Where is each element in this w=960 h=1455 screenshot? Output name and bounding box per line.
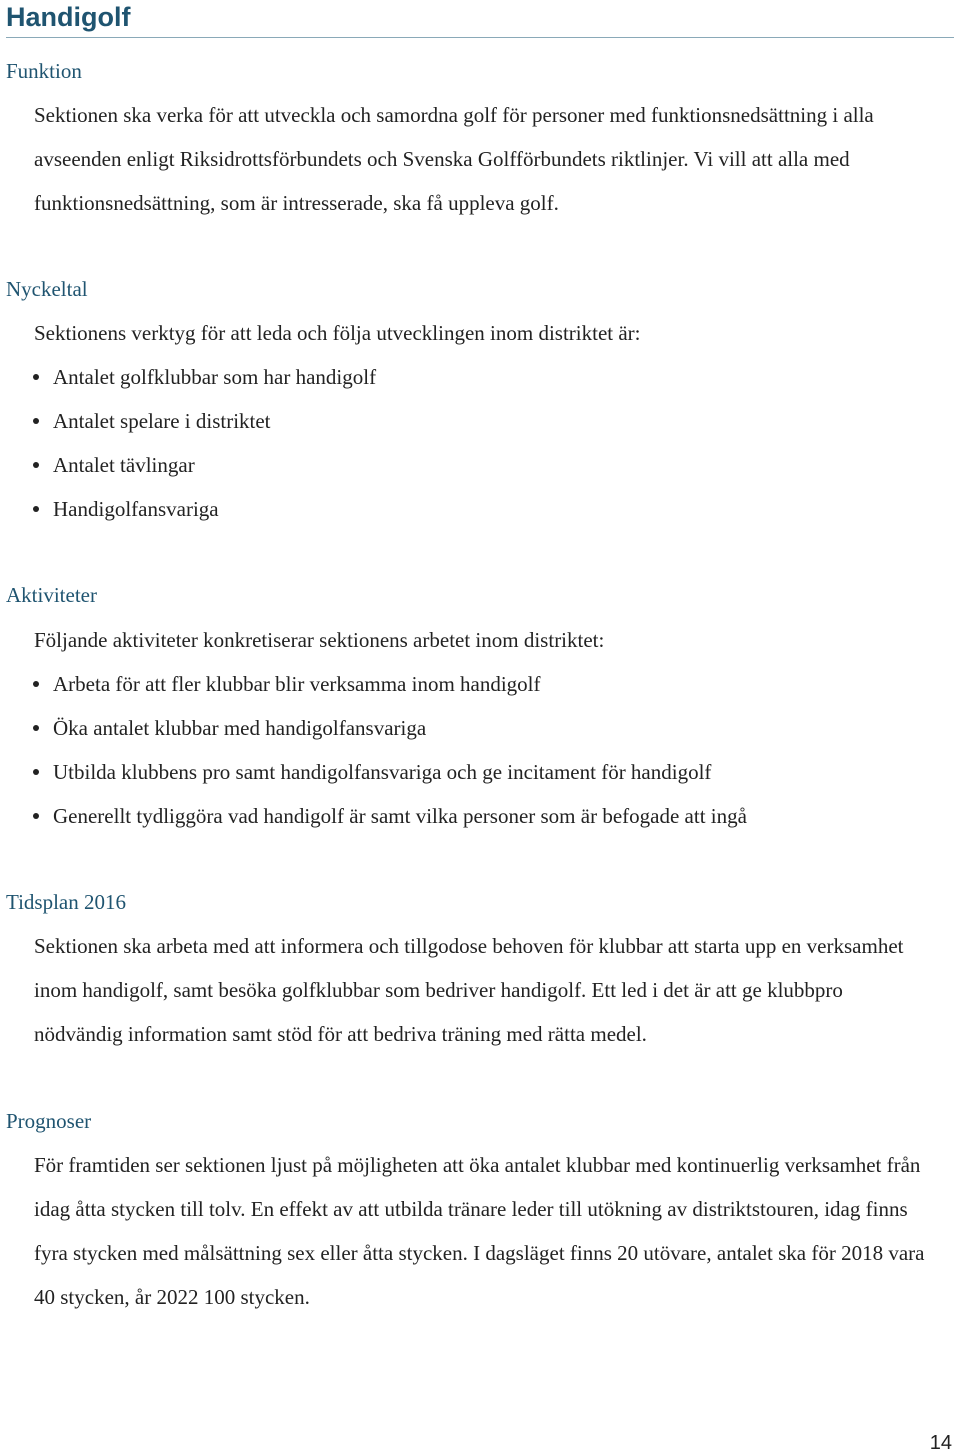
page-number: 14 [929, 1432, 952, 1454]
funktion-heading: Funktion [6, 59, 82, 83]
title-divider [6, 37, 954, 38]
list-item [0, 443, 376, 487]
list-item [0, 355, 376, 399]
list-item-text: Arbeta för att fler klubbar blir verksamma inom handigolf [53, 672, 541, 696]
tidsplan-heading: Tidsplan 2016 [6, 890, 127, 914]
aktiviteter-heading: Aktiviteter [6, 583, 97, 607]
prognoser-heading: Prognoser [6, 1109, 92, 1133]
bullet-icon [33, 418, 39, 424]
list-item-text: Öka antalet klubbar med handigolfansvariga [53, 716, 427, 740]
aktiviteter-list [0, 662, 747, 838]
nyckeltal-list [0, 355, 376, 531]
page-title: Handigolf [6, 2, 131, 32]
list-item-text: Antalet spelare i distriktet [53, 409, 271, 433]
list-item [0, 750, 747, 794]
nyckeltal-intro: Sektionens verktyg för att leda och följa utvecklingen inom distriktet är: [34, 321, 641, 345]
nyckeltal-heading: Nyckeltal [6, 277, 88, 301]
list-item-text: Generellt tydliggöra vad handigolf är samt vilka personer som är befogade att ingå [53, 804, 747, 828]
list-item-text: Handigolfansvariga [53, 497, 219, 521]
bullet-icon [33, 462, 39, 468]
bullet-icon [33, 374, 39, 380]
bullet-icon [33, 681, 39, 687]
list-item [0, 706, 747, 750]
list-item [0, 662, 747, 706]
list-item-text: Antalet tävlingar [53, 453, 195, 477]
funktion-paragraph: Sektionen ska verka för att utveckla och samordna golf för personer med funktionsnedsättning i alla avseenden enligt Riksidrottsförbundets och Svenska Golfförbundets riktlinjer. Vi vill att alla med funktionsnedsättning, som är intresserade, ska få uppleva golf. [34, 103, 874, 215]
list-item [0, 399, 376, 443]
list-item [0, 487, 376, 531]
bullet-icon [33, 725, 39, 731]
prognoser-paragraph: För framtiden ser sektionen ljust på möjligheten att öka antalet klubbar med kontinuerlig verksamhet från idag åtta stycken till tolv. En effekt av att utbilda tränare leder till utökning av distriktstouren, idag finns fyra stycken med målsättning sex eller åtta stycken. I dagsläget finns 20 utövare, antalet ska för 2018 vara 40 stycken, år 2022 100 stycken. [34, 1153, 925, 1309]
aktiviteter-intro: Följande aktiviteter konkretiserar sektionens arbetet inom distriktet: [34, 628, 605, 652]
bullet-icon [33, 506, 39, 512]
bullet-icon [33, 769, 39, 775]
list-item [0, 794, 747, 838]
list-item-text: Utbilda klubbens pro samt handigolfansvariga och ge incitament för handigolf [53, 760, 712, 784]
bullet-icon [33, 813, 39, 819]
tidsplan-paragraph: Sektionen ska arbeta med att informera och tillgodose behoven för klubbar att starta upp en verksamhet inom handigolf, samt besöka golfklubbar som bedriver handigolf. Ett led i det är att ge klubbpro nödvändig information samt stöd för att bedriva träning med rätta medel. [34, 934, 904, 1046]
list-item-text: Antalet golfklubbar som har handigolf [53, 365, 377, 389]
